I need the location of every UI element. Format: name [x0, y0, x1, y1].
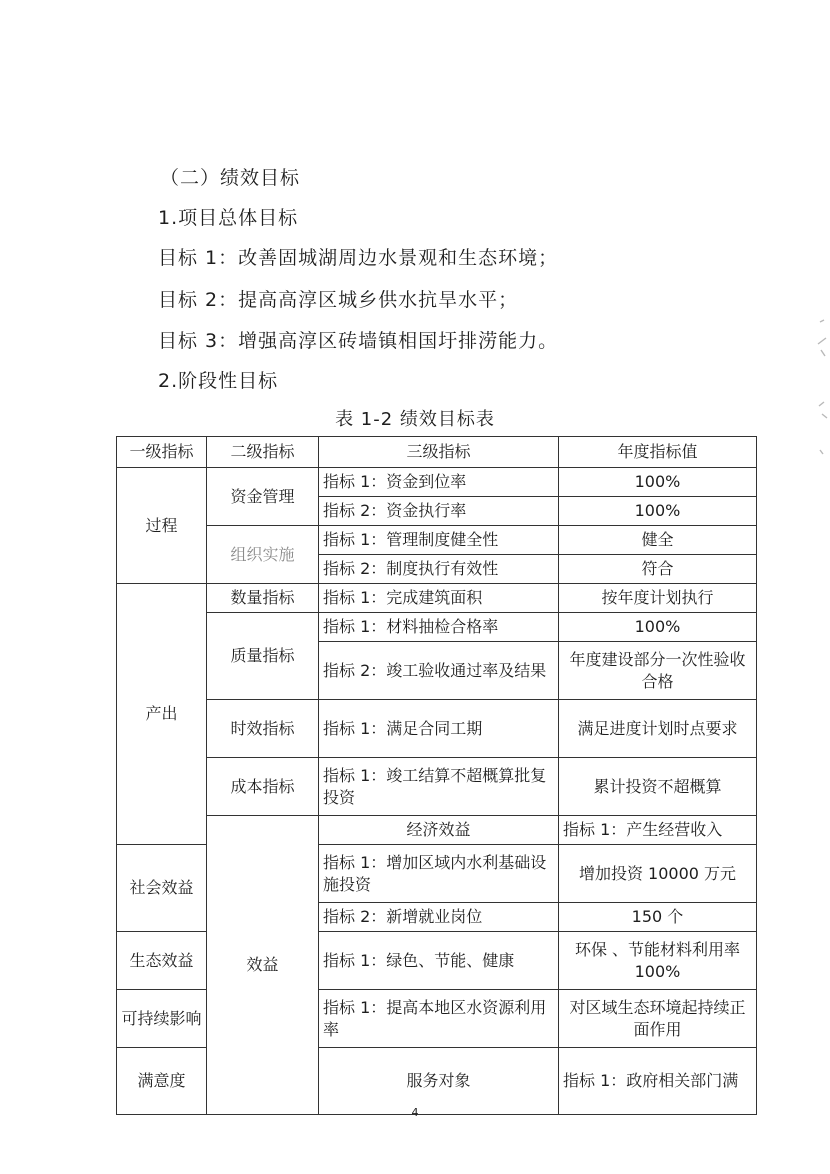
indicator-cell: 指标 1：材料抽检合格率 [319, 613, 559, 642]
table-row [117, 584, 757, 613]
group-output: 产出 [117, 584, 207, 845]
indicator-cell: 指标 1：满足合同工期 [319, 700, 559, 758]
indicator-cell: 指标 2：制度执行有效性 [319, 555, 559, 584]
scan-edge-marks [812, 310, 830, 460]
table-row [117, 816, 757, 845]
indicator-cell: 指标 2：资金执行率 [319, 497, 559, 526]
indicator-cell: 指标 1：提高本地区水资源利用率 [319, 990, 559, 1048]
table-header-row [117, 437, 757, 468]
sub-timeliness: 时效指标 [207, 700, 319, 758]
section-overall-goals: 1.项目总体目标 [158, 207, 299, 229]
table-row [117, 526, 757, 555]
indicator-cell: 指标 1：管理制度健全性 [319, 526, 559, 555]
section-stage-goals: 2.阶段性目标 [158, 370, 279, 392]
scan-mark [820, 320, 824, 322]
sub-organization-implementation: 组织实施 [207, 526, 319, 584]
indicator-cell: 指标 1：竣工结算不超概算批复投资 [319, 758, 559, 816]
table-row [117, 468, 757, 497]
heading-performance-goals: （二）绩效目标 [160, 167, 301, 189]
header-level-3: 三级指标 [319, 437, 559, 468]
performance-goals-table [116, 436, 757, 1115]
goal-2: 目标 2：提高高淳区城乡供水抗旱水平； [158, 289, 519, 311]
goal-3: 目标 3：增强高淳区砖墙镇相国圩排涝能力。 [158, 330, 559, 352]
indicator-cell: 指标 1：增加区域内水利基础设施投资 [319, 845, 559, 903]
sub-quantity: 数量指标 [207, 584, 319, 613]
table-row [117, 700, 757, 758]
value-cell: 符合 [559, 555, 757, 584]
indicator-cell: 指标 2：新增就业岗位 [319, 903, 559, 932]
value-cell: 满足进度计划时点要求 [559, 700, 757, 758]
value-cell: 健全 [559, 526, 757, 555]
table-row [117, 758, 757, 816]
group-satisfaction: 满意度 [117, 1048, 207, 1115]
value-cell: 环保 、节能材料利用率 100% [559, 932, 757, 990]
value-cell: 按年度计划执行 [559, 584, 757, 613]
indicator-cell: 指标 1：完成建筑面积 [319, 584, 559, 613]
value-cell: 对区域生态环境起持续正面作用 [559, 990, 757, 1048]
indicator-cell: 指标 1：资金到位率 [319, 468, 559, 497]
group-benefit: 效益 [207, 816, 319, 1115]
sub-sustainable: 可持续影响 [117, 990, 207, 1048]
sub-economic: 经济效益 [319, 816, 559, 845]
sub-service-target: 服务对象 [319, 1048, 559, 1115]
value-cell: 累计投资不超概算 [559, 758, 757, 816]
sub-cost: 成本指标 [207, 758, 319, 816]
indicator-cell: 指标 1：政府相关部门满 [559, 1048, 757, 1115]
sub-social: 社会效益 [117, 845, 207, 932]
scan-mark [819, 402, 827, 418]
indicator-cell: 指标 1：产生经营收入 [559, 816, 757, 845]
indicator-cell: 指标 2：竣工验收通过率及结果 [319, 642, 559, 700]
value-cell: 150 个 [559, 903, 757, 932]
page-number: 4 [411, 1106, 419, 1119]
value-cell: 100% [559, 613, 757, 642]
value-cell: 增加投资 10000 万元 [559, 845, 757, 903]
indicator-cell: 指标 1：绿色、节能、健康 [319, 932, 559, 990]
header-level-2: 二级指标 [207, 437, 319, 468]
table-caption: 表 1-2 绩效目标表 [335, 409, 495, 430]
sub-quality: 质量指标 [207, 613, 319, 700]
scan-mark [818, 338, 826, 356]
group-process: 过程 [117, 468, 207, 584]
sub-fund-management: 资金管理 [207, 468, 319, 526]
table-row [117, 613, 757, 642]
header-annual-value: 年度指标值 [559, 437, 757, 468]
scan-mark [820, 450, 823, 454]
value-cell: 100% [559, 497, 757, 526]
value-cell: 100% [559, 468, 757, 497]
goal-1: 目标 1：改善固城湖周边水景观和生态环境； [158, 247, 559, 269]
value-cell: 年度建设部分一次性验收合格 [559, 642, 757, 700]
header-level-1: 一级指标 [117, 437, 207, 468]
sub-ecological: 生态效益 [117, 932, 207, 990]
